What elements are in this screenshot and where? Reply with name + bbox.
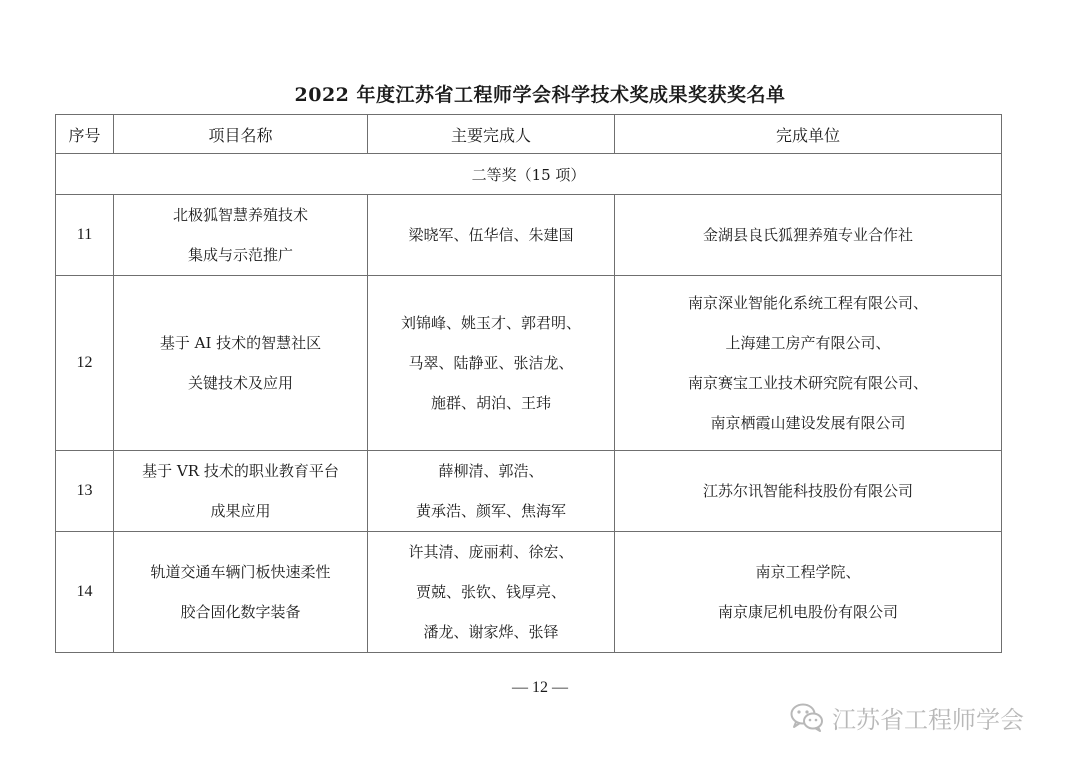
section-row — [56, 154, 1002, 195]
main-people — [368, 451, 615, 532]
main-people — [368, 532, 615, 653]
document-title: 2022 年度江苏省工程师学会科学技术奖成果奖获奖名单 — [294, 84, 786, 106]
org-line: 金湖县良氏狐狸养殖专业合作社 — [702, 226, 913, 244]
people-line: 黄承浩、颜军、焦海军 — [415, 502, 566, 520]
project-line: 轨道交通车辆门板快速柔性 — [150, 563, 331, 581]
project-line: 基于 VR 技术的职业教育平台 — [142, 462, 339, 480]
table-row — [56, 195, 1002, 276]
people-line: 潘龙、谢家烨、张铎 — [423, 623, 559, 641]
project-name — [114, 276, 368, 451]
org-line: 江苏尔讯智能科技股份有限公司 — [702, 482, 913, 500]
project-line: 关键技术及应用 — [187, 374, 293, 392]
row-number: 13 — [56, 451, 114, 532]
people-line: 刘锦峰、姚玉才、郭君明、 — [400, 314, 581, 332]
header-org: 完成单位 — [615, 115, 1002, 154]
header-no: 序号 — [56, 115, 114, 154]
row-number: 11 — [56, 195, 114, 276]
award-table — [55, 114, 1002, 653]
row-number: 14 — [56, 532, 114, 653]
wechat-icon — [790, 702, 824, 732]
table-row — [56, 276, 1002, 451]
people-line: 马翠、陆静亚、张洁龙、 — [408, 354, 574, 372]
table-row — [56, 451, 1002, 532]
org-line: 南京赛宝工业技术研究院有限公司、 — [687, 374, 928, 392]
project-line: 基于 AI 技术的智慧社区 — [159, 334, 322, 352]
org-line: 南京栖霞山建设发展有限公司 — [710, 414, 906, 432]
table-row — [56, 532, 1002, 653]
organization — [615, 451, 1002, 532]
people-line: 梁晓军、伍华信、朱建国 — [408, 226, 574, 244]
table-header-row — [56, 115, 1002, 154]
organization — [615, 276, 1002, 451]
org-line: 南京深业智能化系统工程有限公司、 — [687, 294, 928, 312]
people-line: 施群、胡泊、王玮 — [430, 394, 551, 412]
row-number: 12 — [56, 276, 114, 451]
organization — [615, 195, 1002, 276]
project-name — [114, 532, 368, 653]
people-line: 贾兢、张钦、钱厚亮、 — [415, 583, 566, 601]
project-name — [114, 195, 368, 276]
people-line: 许其清、庞丽莉、徐宏、 — [408, 543, 574, 561]
main-people — [368, 195, 615, 276]
project-line: 集成与示范推广 — [187, 246, 293, 264]
watermark — [790, 700, 1060, 734]
page-number: — 12 — — [512, 679, 568, 696]
org-line: 南京工程学院、 — [755, 563, 861, 581]
org-line: 上海建工房产有限公司、 — [725, 334, 891, 352]
main-people — [368, 276, 615, 451]
section-label: 二等奖（15 项） — [56, 154, 1002, 195]
watermark-text: 江苏省工程师学会 — [832, 705, 1024, 734]
project-line: 胶合固化数字装备 — [180, 603, 301, 621]
project-line: 北极狐智慧养殖技术 — [172, 206, 308, 224]
header-people: 主要完成人 — [368, 115, 615, 154]
people-line: 薛柳清、郭浩、 — [438, 462, 544, 480]
project-name — [114, 451, 368, 532]
org-line: 南京康尼机电股份有限公司 — [717, 603, 898, 621]
organization — [615, 532, 1002, 653]
header-project: 项目名称 — [114, 115, 368, 154]
project-line: 成果应用 — [210, 502, 271, 520]
